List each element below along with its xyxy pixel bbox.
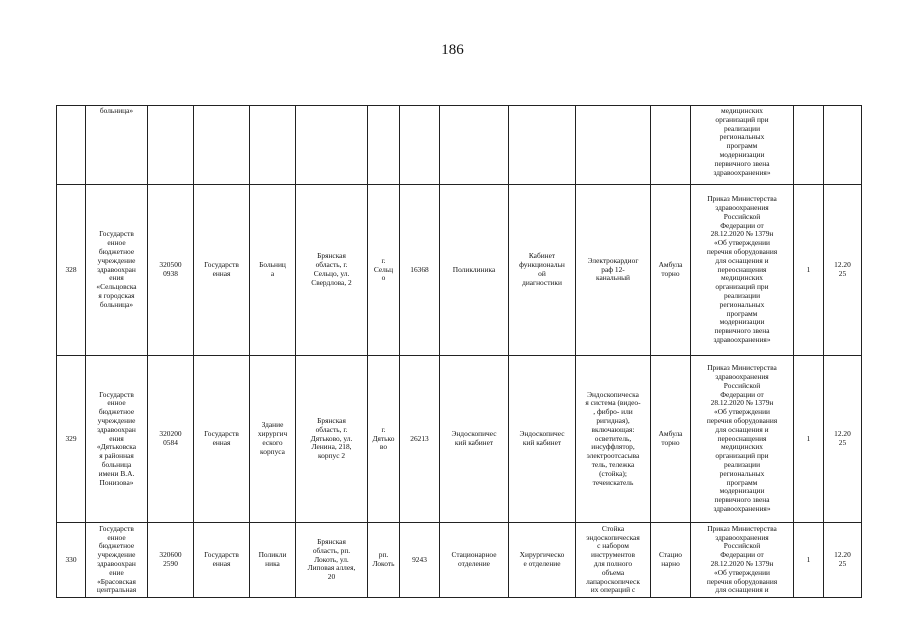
cell-org: Государств енное бюджетное учреждение здравоохран ения «Дятьковска я районная больница имени В.А. Понизова» [86,356,148,523]
cell-department [440,106,509,185]
cell-address: Брянская область, рп. Локоть, ул. Липовая аллея, 20 [296,523,368,598]
table-row [57,106,862,185]
cell-building [250,106,296,185]
cell-equipment: Электрокардиог раф 12- канальный [576,185,651,356]
cell-qty: 1 [794,185,824,356]
cell-locality: г. Сельц о [368,185,400,356]
cell-org: больница» [86,106,148,185]
cell-ownership [194,106,250,185]
cell-equipment: Стойка эндоскопическая с набором инструментов для полного объема лапароскопическ их операций с [576,523,651,598]
cell-no: 329 [57,356,86,523]
cell-oktmo: 9243 [400,523,440,598]
cell-code [148,106,194,185]
cell-ownership: Государств енная [194,523,250,598]
cell-unit: Эндоскопичес кий кабинет [509,356,576,523]
cell-unit: Хирургическо е отделение [509,523,576,598]
cell-care: Стацио нарно [651,523,691,598]
cell-locality: рп. Локоть [368,523,400,598]
cell-basis: Приказ Министерства здравоохранения Российской Федерации от 28.12.2020 № 1379н «Об утверждении перечня оборудования для оснащения и [691,523,794,598]
page-number: 186 [441,42,464,58]
table-row [57,185,862,356]
cell-qty: 1 [794,523,824,598]
cell-care: Амбула торно [651,356,691,523]
cell-department: Поликлиника [440,185,509,356]
cell-qty: 1 [794,356,824,523]
cell-address: Брянская область, г. Дятьково, ул. Ленина, 218, корпус 2 [296,356,368,523]
cell-locality: г. Дятько во [368,356,400,523]
cell-org: Государств енное бюджетное учреждение здравоохран ения «Сельцовска я городская больница» [86,185,148,356]
cell-org: Государств енное бюджетное учреждение здравоохран ение «Брасовская центральная [86,523,148,598]
cell-no [57,106,86,185]
cell-ownership: Государств енная [194,356,250,523]
cell-no: 330 [57,523,86,598]
cell-code: 320600 2590 [148,523,194,598]
cell-date: 12.20 25 [824,185,862,356]
cell-department: Эндоскопичес кий кабинет [440,356,509,523]
cell-department: Стационарное отделение [440,523,509,598]
cell-equipment: Эндоскопическа я система (видео- , фибро- или ригидная), включающая: осветитель, инсуффлятор, электроотсасыва тель, тележка (стойка); течеискатель [576,356,651,523]
table-row [57,523,862,598]
cell-oktmo [400,106,440,185]
cell-basis: медицинских организаций при реализации региональных программ модернизации первичного звена здравоохранения» [691,106,794,185]
cell-no: 328 [57,185,86,356]
cell-ownership: Государств енная [194,185,250,356]
cell-date: 12.20 25 [824,523,862,598]
cell-oktmo: 26213 [400,356,440,523]
cell-oktmo: 16368 [400,185,440,356]
equipment-table [56,105,862,598]
cell-qty [794,106,824,185]
cell-unit: Кабинет функциональн ой диагностики [509,185,576,356]
cell-care: Амбула торно [651,185,691,356]
table-row [57,356,862,523]
cell-address: Брянская область, г. Сельцо, ул. Свердлова, 2 [296,185,368,356]
cell-building: Здание хирургич еского корпуса [250,356,296,523]
cell-building: Больниц а [250,185,296,356]
cell-code: 320200 0584 [148,356,194,523]
cell-code: 320500 0938 [148,185,194,356]
cell-basis: Приказ Министерства здравоохранения Российской Федерации от 28.12.2020 № 1379н «Об утверждении перечня оборудования для оснащения и переоснащения медицинских организаций при реализации региональных программ модернизации первичного звена здравоохранения» [691,185,794,356]
cell-unit [509,106,576,185]
cell-date [824,106,862,185]
cell-basis: Приказ Министерства здравоохранения Российской Федерации от 28.12.2020 № 1379н «Об утверждении перечня оборудования для оснащения и переоснащения медицинских организаций при реализации региональных программ модернизации первичного звена здравоохранения» [691,356,794,523]
cell-equipment [576,106,651,185]
cell-care [651,106,691,185]
cell-locality [368,106,400,185]
cell-building: Поликли ника [250,523,296,598]
cell-date: 12.20 25 [824,356,862,523]
cell-address [296,106,368,185]
